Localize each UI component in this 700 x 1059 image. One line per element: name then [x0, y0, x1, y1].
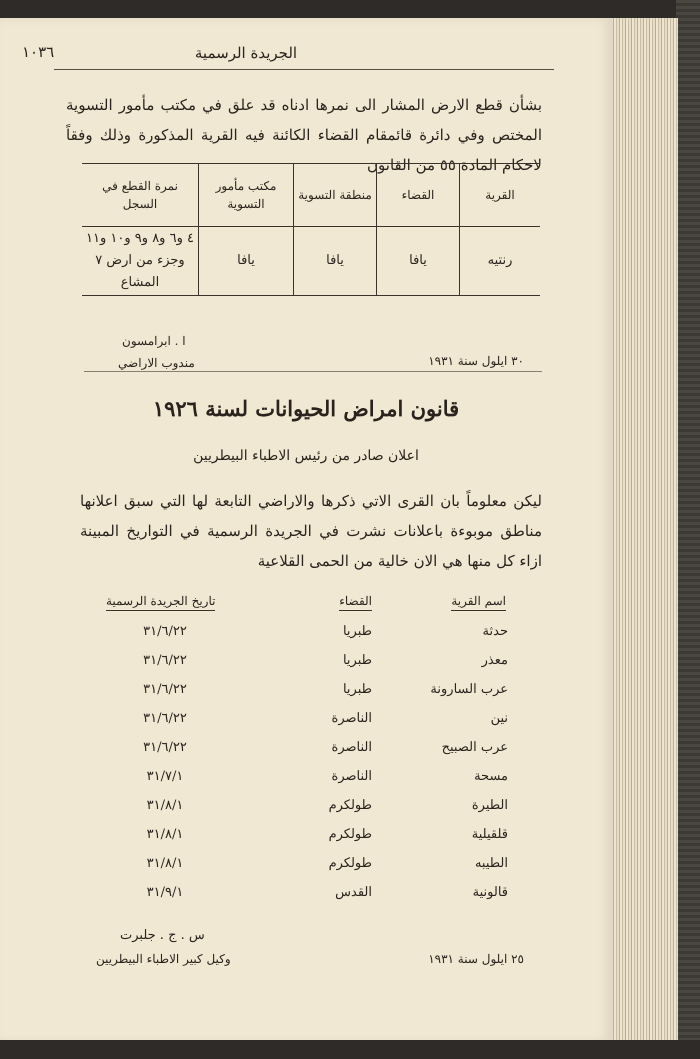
district-name: القدس: [335, 885, 372, 900]
header-gazette-date: تاريخ الجريدة الرسمية: [106, 594, 215, 608]
col-settlement-office: مكتب مأمور التسوية: [199, 164, 294, 227]
header-rule: [54, 69, 554, 70]
table-row: [82, 227, 540, 296]
gazette-date: ٣١/٧/١: [146, 769, 184, 784]
district-name: طبريا: [342, 682, 372, 697]
signatory-title: مندوب الاراضي: [118, 356, 195, 370]
page-number: ١٠٣٦: [22, 43, 55, 61]
gazette-page: [0, 18, 612, 1042]
notice-date: ٣٠ ايلول سنة ١٩٣١: [428, 354, 524, 368]
gazette-date: ٣١/٨/١: [146, 827, 184, 842]
law-title: قانون امراض الحيوانات لسنة ١٩٢٦: [152, 396, 460, 421]
signatory-name: ا . ابرامسون: [122, 334, 186, 348]
village-name: مسحة: [474, 769, 508, 784]
district-name: طبريا: [342, 624, 372, 639]
village-name: معذر: [481, 653, 508, 668]
district-name: طبريا: [342, 653, 372, 668]
table-row: [0, 624, 612, 652]
notice-date: ٢٥ ايلول سنة ١٩٣١: [428, 952, 524, 966]
table-row: [0, 798, 612, 826]
village-name: الطيبه: [474, 856, 508, 871]
village-name: عرب الصبيح: [441, 740, 508, 755]
col-parcel-numbers: نمرة القطع في السجل: [102, 179, 178, 211]
gazette-date: ٣١/٨/١: [146, 856, 184, 871]
gazette-date: ٣١/٦/٢٢: [143, 711, 187, 726]
cell-district: يافا: [377, 227, 460, 296]
signatory-name: س . ج . جلبرت: [120, 928, 205, 943]
col-district: القضاء: [377, 164, 460, 227]
table-row: [0, 827, 612, 855]
gazette-date: ٣١/٦/٢٢: [143, 740, 187, 755]
table-row: [0, 885, 612, 913]
gazette-date: ٣١/٨/١: [146, 798, 184, 813]
parcels-table: [82, 163, 540, 296]
village-name: قالونية: [472, 885, 508, 900]
village-name: الطيرة: [471, 798, 508, 813]
table-row: [0, 740, 612, 768]
law-paragraph: ليكن معلوماً بان القرى الاتي ذكرها والاراضي التابعة لها التي سبق اعلانها مناطق موبوءة باعلانات نشرت في الجريدة الرسمية في التواريخ المبينة ازاء كل منها هي الان خالية من الحمى القلاعية: [80, 492, 542, 570]
table-row: [0, 769, 612, 797]
cell-parcel-numbers: ٤ و٦ و٨ و٩ و١٠ و١١ وجزء من ارض ٧ المشاع: [86, 231, 194, 290]
gazette-date: ٣١/٦/٢٢: [143, 624, 187, 639]
section-separator: [84, 371, 542, 372]
district-name: الناصرة: [331, 740, 372, 755]
table-row: [0, 682, 612, 710]
running-header-title: الجريدة الرسمية: [194, 44, 298, 62]
district-name: طولكرم: [328, 827, 372, 842]
table-row: [0, 653, 612, 681]
district-name: طولكرم: [328, 798, 372, 813]
header-village-name: اسم القرية: [451, 594, 506, 608]
col-village: القرية: [460, 164, 541, 227]
gazette-date: ٣١/٦/٢٢: [143, 682, 187, 697]
book-spine: [676, 0, 700, 1059]
signatory-title: وكيل كبير الاطباء البيطريين: [96, 952, 231, 966]
law-subtitle: اعلان صادر من رئيس الاطباء البيطريين: [193, 448, 419, 464]
district-name: الناصرة: [331, 769, 372, 784]
page-edges: [608, 18, 678, 1040]
gazette-date: ٣١/٩/١: [146, 885, 184, 900]
header-district: القضاء: [339, 594, 372, 608]
gazette-date: ٣١/٦/٢٢: [143, 653, 187, 668]
notice1-paragraph: بشأن قطع الارض المشار الى نمرها ادناه قد علق في مكتب مأمور التسوية المختص وفي دائرة قائمقام القضاء الكائنة فيه القرية المذكورة وذلك وفقاً لاحكام المادة ٥٥ من القانون: [66, 96, 542, 174]
col-settlement-area: منطقة التسوية: [294, 164, 377, 227]
village-name: قلقيلية: [471, 827, 508, 842]
table-row: [0, 856, 612, 884]
village-name: نين: [490, 711, 508, 726]
cell-settlement-office: يافا: [199, 227, 294, 296]
district-name: طولكرم: [328, 856, 372, 871]
village-name: حدثة: [482, 624, 508, 639]
book-cover-bottom: [0, 1040, 700, 1059]
village-name: عرب السارونة: [430, 682, 508, 697]
cell-settlement-area: يافا: [294, 227, 377, 296]
district-name: الناصرة: [331, 711, 372, 726]
table-row: [0, 711, 612, 739]
cell-village: رنتيه: [460, 227, 541, 296]
